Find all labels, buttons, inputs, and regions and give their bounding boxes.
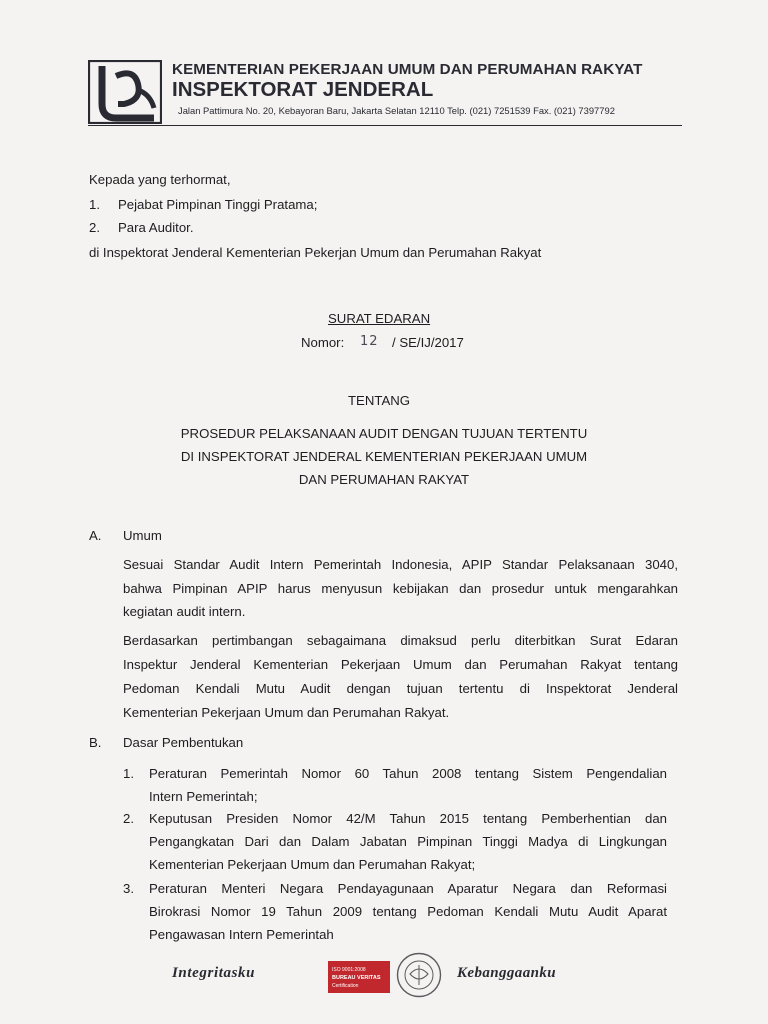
paragraph-line: kegiatan audit intern. [123,604,246,619]
cert-label: Certification [332,983,359,989]
section-letter: A. [89,528,102,543]
handwritten-number: 12 [360,334,379,349]
motto-right: Kebanggaanku [457,965,556,981]
list-line: Peraturan Pemerintah Nomor 60 Tahun 2008 tentang Sistem Pengendalian [149,766,667,781]
paragraph-line: Inspektur Jenderal Kementerian Pekerjaan Umum dan Perumahan Rakyat tentang [123,657,678,672]
list-number: 2. [123,811,134,826]
subject-line: DI INSPEKTORAT JENDERAL KEMENTERIAN PEKERJAAN UMUM [180,449,588,464]
cert-body: BUREAU VERITAS [332,975,381,981]
list-line: Pengawasan Intern Pemerintah [149,927,334,942]
paragraph-line: bahwa Pimpinan APIP harus menyusun kebijakan dan prosedur untuk mengarahkan [123,581,678,596]
subject-line: PROSEDUR PELAKSANAAN AUDIT DENGAN TUJUAN TERTENTU [180,426,588,441]
motto-left: Integritasku [172,965,256,981]
about-label: TENTANG [348,393,411,408]
addressee-item: Para Auditor. [118,220,194,235]
paragraph-line: Pedoman Kendali Mutu Audit dengan tujuan tertentu di Inspektorat Jenderal [123,681,678,696]
list-line: Peraturan Menteri Negara Pendayagunaan Aparatur Negara dan Reformasi [149,881,667,896]
office-address: Jalan Pattimura No. 20, Kebayoran Baru, Jakarta Selatan 12110 Telp. (021) 7251539 Fax. (021) 7397792 [178,105,615,116]
ministry-logo [88,60,162,124]
paragraph-line: Sesuai Standar Audit Intern Pemerintah Indonesia, APIP Standar Pelaksanaan 3040, [123,557,678,572]
list-line: Keputusan Presiden Nomor 42/M Tahun 2015 tentang Pemberhentian dan [149,811,667,826]
list-number: 3. [123,881,134,896]
addressee-number: 1. [89,197,100,212]
section-heading: Umum [123,528,162,543]
section-heading: Dasar Pembentukan [123,735,244,750]
addressee-number: 2. [89,220,100,235]
bureau-veritas-seal-icon [396,952,442,998]
document-type: SURAT EDARAN [328,311,431,326]
subject-line: DAN PERUMAHAN RAKYAT [298,472,470,487]
paragraph-line: Berdasarkan pertimbangan sebagaimana dimaksud perlu diterbitkan Surat Edaran [123,633,678,648]
greeting: Kepada yang terhormat, [89,172,231,187]
cert-standard: ISO 9001:2008 [332,967,366,973]
list-line: Birokrasi Nomor 19 Tahun 2009 tentang Pedoman Kendali Mutu Audit Aparat [149,904,667,919]
list-number: 1. [123,766,134,781]
certification-badge [328,961,390,993]
ministry-name: KEMENTERIAN PEKERJAAN UMUM DAN PERUMAHAN RAKYAT [172,61,643,78]
number-suffix: / SE/IJ/2017 [392,335,464,350]
office-name: INSPEKTORAT JENDERAL [172,78,434,101]
list-line: Kementerian Pekerjaan Umum dan Perumahan Rakyat; [149,857,476,872]
list-line: Intern Pemerintah; [149,789,258,804]
section-letter: B. [89,735,102,750]
addressee-item: Pejabat Pimpinan Tinggi Pratama; [118,197,318,212]
paragraph-line: Kementerian Pekerjaan Umum dan Perumahan Rakyat. [123,705,450,720]
letterhead-rule [88,125,682,126]
list-line: Pengangkatan Dari dan Dalam Jabatan Pimpinan Tinggi Madya di Lingkungan [149,834,667,849]
number-label: Nomor: [301,335,345,350]
addressee-location: di Inspektorat Jenderal Kementerian Pekerjan Umum dan Perumahan Rakyat [89,245,542,260]
